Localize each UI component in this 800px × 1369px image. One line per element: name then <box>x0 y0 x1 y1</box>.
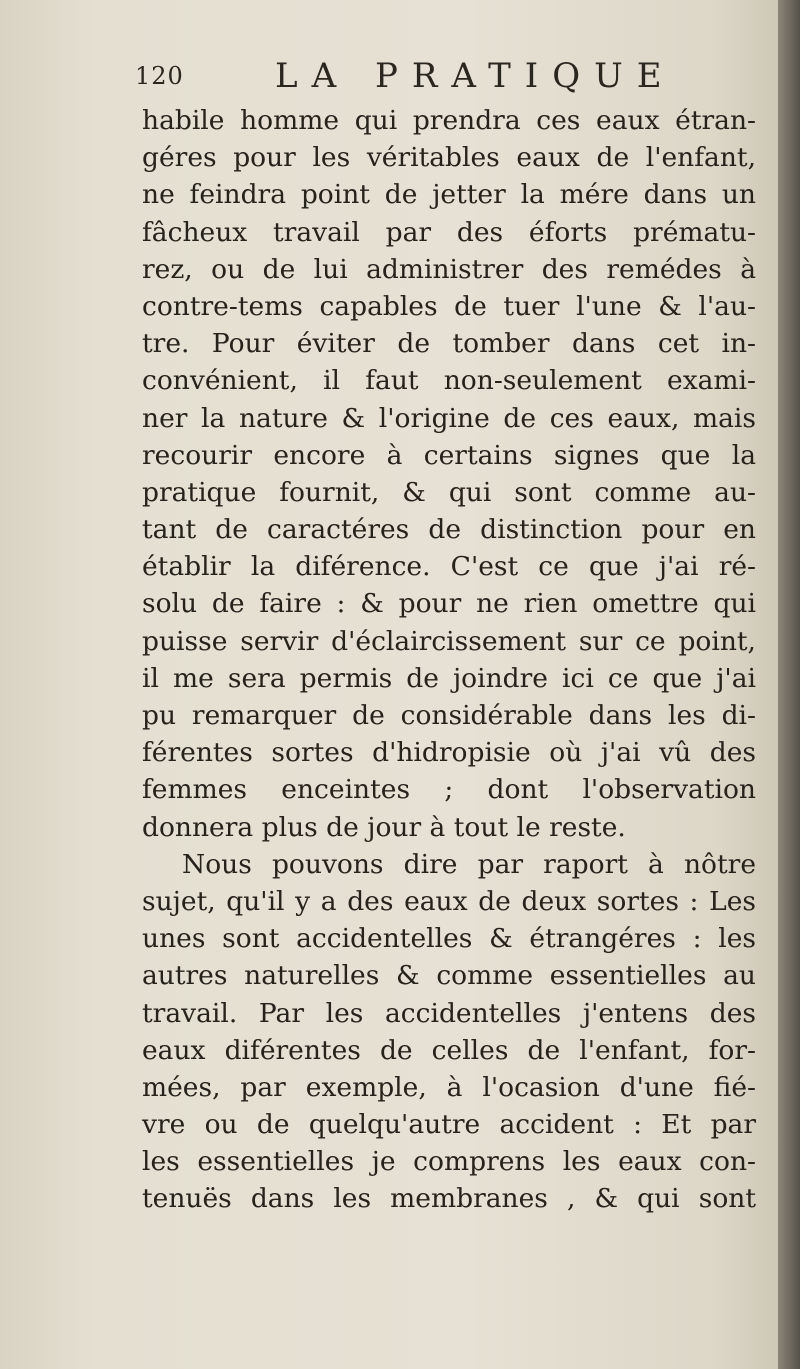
text-line: tant de caractéres de distinction pour en <box>142 514 756 546</box>
text-line: les essentielles je comprens les eaux con- <box>142 1146 756 1178</box>
book-gutter <box>778 0 800 1369</box>
text-line: contre-tems capables de tuer l'une & l'au- <box>142 290 756 322</box>
text-line: tre. Pour éviter de tomber dans cet in- <box>142 328 756 360</box>
text-line: puisse servir d'éclaircissement sur ce point, <box>142 625 756 657</box>
text-line: solu de faire : & pour ne rien omettre qui <box>142 588 756 620</box>
text-line: eaux diférentes de celles de l'enfant, for- <box>142 1034 756 1066</box>
text-line: vre ou de quelqu'autre accident : Et par <box>142 1109 756 1141</box>
text-line: habile homme qui prendra ces eaux étran- <box>142 105 756 136</box>
text-line: rez, ou de lui administrer des remédes à <box>142 253 756 285</box>
text-line: autres naturelles & comme essentielles au <box>142 960 756 992</box>
text-line: fâcheux travail par des éforts prématu- <box>142 216 756 248</box>
text-line: tenuës dans les membranes , & qui sont <box>142 1183 756 1215</box>
text-line: pratique fournit, & qui sont comme au- <box>142 476 756 508</box>
text-line: pu remarquer de considérable dans les di- <box>142 700 756 731</box>
text-line: établir la diférence. C'est ce que j'ai ré- <box>142 551 756 583</box>
page-number: 120 <box>135 62 184 90</box>
text-line: convénient, il faut non-seulement exami- <box>142 365 756 397</box>
text-line: recourir encore à certains signes que la <box>142 439 756 471</box>
text-line: mées, par exemple, à l'ocasion d'une fié- <box>142 1071 756 1103</box>
text-line: férentes sortes d'hidropisie où j'ai vû des <box>142 737 756 769</box>
text-line: il me sera permis de joindre ici ce que j'ai <box>142 662 756 694</box>
text-line: sujet, qu'il y a des eaux de deux sortes : Les <box>142 885 756 917</box>
text-line: ne feindra point de jetter la mére dans un <box>142 179 756 211</box>
text-line: Nous pouvons dire par raport à nôtre <box>182 848 756 880</box>
text-line: femmes enceintes ; dont l'observation <box>142 774 756 806</box>
text-line: géres pour les véritables eaux de l'enfant, <box>142 142 756 174</box>
text-line: ner la nature & l'origine de ces eaux, mais <box>142 402 756 434</box>
text-line: unes sont accidentelles & étrangéres : les <box>142 923 756 955</box>
paragraph <box>142 102 756 846</box>
running-title: LA PRATIQUE <box>275 56 676 96</box>
text-line: travail. Par les accidentelles j'entens des <box>142 997 756 1029</box>
paragraph <box>142 846 756 1218</box>
text-line: donnera plus de jour à tout le reste. <box>142 811 626 843</box>
page-header <box>135 56 755 100</box>
body-text <box>142 102 756 1218</box>
